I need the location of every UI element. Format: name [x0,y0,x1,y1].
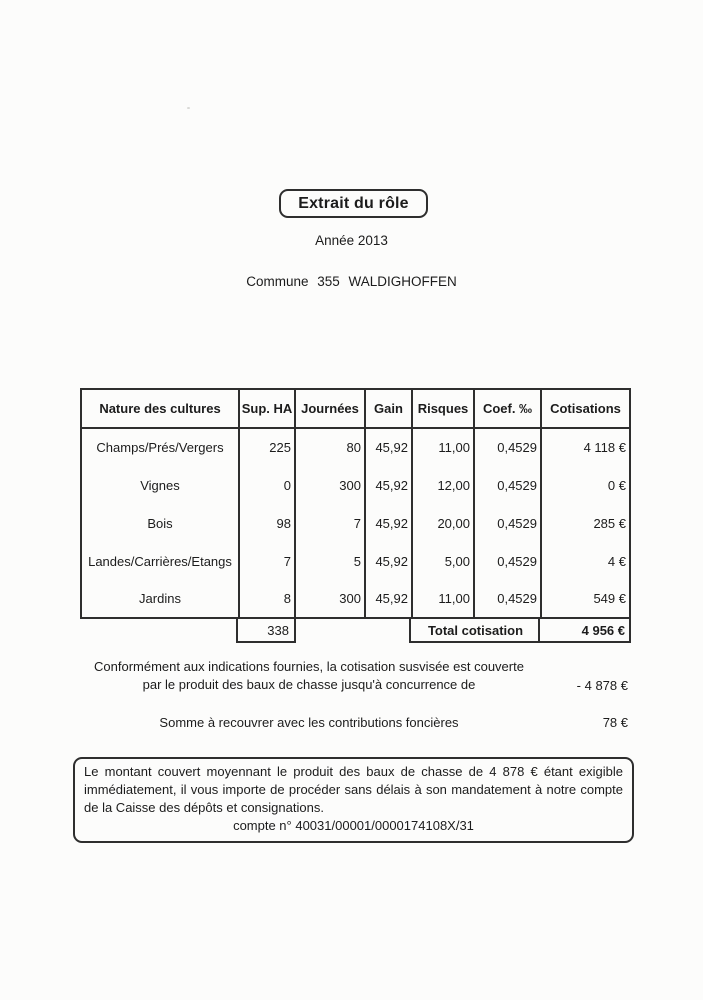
cell-journees: 80 [295,428,365,466]
cell-gain: 45,92 [365,428,412,466]
year-line: Année 2013 [315,233,388,248]
coverage-text [80,658,538,694]
cell-gain: 45,92 [365,542,412,580]
cell-nature: Jardins [81,580,239,618]
header-gain: Gain [365,389,412,428]
cell-gain: 45,92 [365,466,412,504]
total-cotisation-label-box [409,617,542,643]
notice-line3: de la Caisse des dépôts et consignations. [84,800,324,815]
header-sup-ha: Sup. HA [239,389,295,428]
coverage-line2: par le produit des baux de chasse jusqu'à concurrence de [142,677,476,692]
total-sup-ha-box [236,617,296,643]
header-nature: Nature des cultures [81,389,239,428]
coverage-line1: Conformément aux indications fournies, la cotisation susvisée est couverte [94,659,524,674]
cotisations-table-wrap [80,388,629,645]
cell-cotisation: 285 € [541,504,630,542]
cell-gain: 45,92 [365,504,412,542]
cell-gain: 45,92 [365,580,412,618]
cell-nature: Vignes [81,466,239,504]
total-cotisation-value: 4 956 € [581,622,625,638]
cell-coef: 0,4529 [474,428,541,466]
cotisations-table [80,388,631,619]
cell-sup-ha: 98 [239,504,295,542]
header-cotisations: Cotisations [541,389,630,428]
table-row [81,466,630,504]
total-cotisation-value-box [538,617,631,643]
cell-cotisation: 4 118 € [541,428,630,466]
cell-sup-ha: 7 [239,542,295,580]
cell-coef: 0,4529 [474,504,541,542]
cell-risques: 20,00 [412,504,474,542]
cell-cotisation: 4 € [541,542,630,580]
table-row [81,542,630,580]
cell-journees: 5 [295,542,365,580]
table-row [81,504,630,542]
cell-coef: 0,4529 [474,466,541,504]
cell-journees: 300 [295,580,365,618]
cell-risques: 12,00 [412,466,474,504]
document-title-box [279,189,428,218]
cell-risques: 5,00 [412,542,474,580]
recovery-line [80,715,630,733]
cell-cotisation: 549 € [541,580,630,618]
recovery-label: Somme à recouvrer avec les contributions foncières [159,715,459,730]
document-title: Extrait du rôle [298,194,409,212]
cell-sup-ha: 0 [239,466,295,504]
cell-sup-ha: 8 [239,580,295,618]
cell-coef: 0,4529 [474,542,541,580]
cell-nature: Bois [81,504,239,542]
cell-coef: 0,4529 [474,580,541,618]
notice-account-number: compte n° 40031/00001/0000174108X/31 [233,818,474,833]
coverage-paragraph [80,658,630,698]
cell-cotisation: 0 € [541,466,630,504]
total-sup-ha-value: 338 [267,622,289,638]
cell-journees: 300 [295,466,365,504]
table-row [81,580,630,618]
notice-line1: Le montant couvert moyennant le produit des baux de chasse de 4 878 € étant exigible [84,764,623,779]
header-journees: Journées [295,389,365,428]
cell-risques: 11,00 [412,428,474,466]
notice-line2: immédiatement, il vous importe de procéder sans délais à son mandatement à notre compte [84,782,623,797]
header-risques: Risques [412,389,474,428]
header-coef: Coef. ‰ [474,389,541,428]
cell-journees: 7 [295,504,365,542]
total-cotisation-label: Total cotisation [427,622,524,638]
cell-nature: Champs/Prés/Vergers [81,428,239,466]
table-row [81,428,630,466]
recovery-amount: 78 € [602,715,628,730]
cell-sup-ha: 225 [239,428,295,466]
commune-line: Commune 355 WALDIGHOFFEN [246,274,457,289]
cell-nature: Landes/Carrières/Etangs [81,542,239,580]
scan-speck [187,107,190,109]
coverage-amount: - 4 878 € [576,678,628,693]
table-header-row [81,389,630,428]
table-total-row [80,619,629,645]
cell-risques: 11,00 [412,580,474,618]
payment-notice-box [73,757,634,843]
